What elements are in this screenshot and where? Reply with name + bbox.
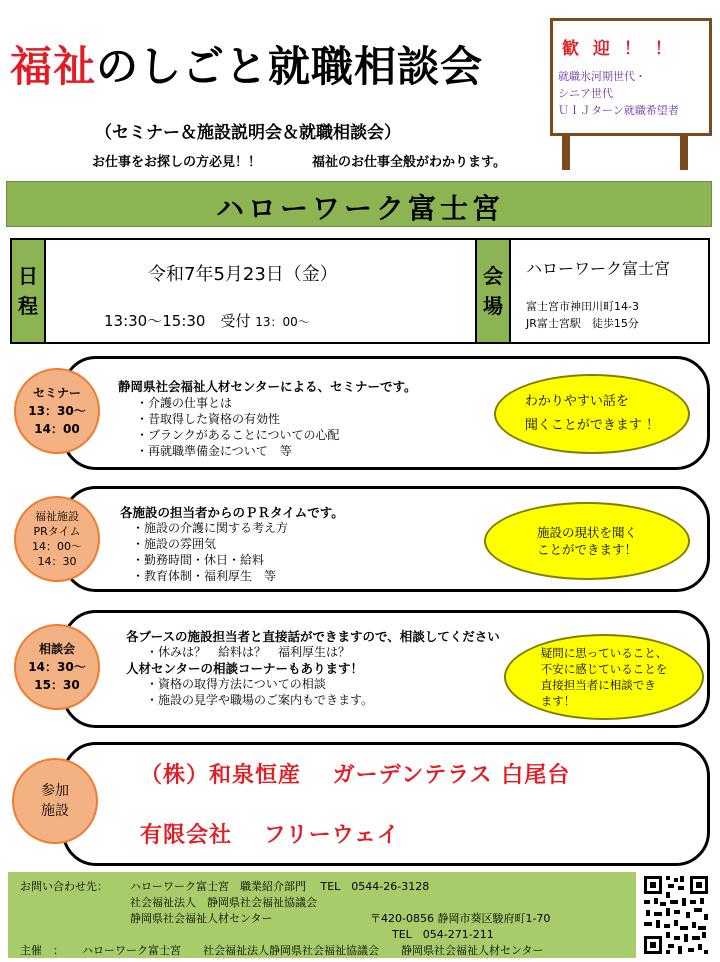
event-time	[104, 310, 310, 331]
event-date: 令和7年5月23日（金）	[148, 264, 338, 285]
venue-label-char: 場	[483, 294, 503, 318]
contact-line: 静岡県社会福祉人材センター	[130, 912, 273, 925]
circle-text: 15：30	[34, 678, 80, 692]
date-label-char: 日	[18, 264, 38, 288]
list-item: ・資格の取得方法についての相談	[146, 677, 326, 691]
circle-text: 相談会	[38, 642, 75, 656]
list-item: ・施設の介護に関する考え方	[132, 521, 289, 535]
qr-code-icon[interactable]	[640, 872, 712, 958]
circle-text: セミナー	[32, 386, 81, 400]
circle-text: 福祉施設	[35, 510, 79, 523]
host-text: ハローワーク富士宮 社会福祉法人静岡県社会福祉協議会 静岡県社会福祉人材センター	[82, 944, 544, 957]
contact-label: お問い合わせ先：	[20, 880, 108, 893]
circle-text: 14：00	[34, 422, 80, 436]
pr-time-bubble	[484, 502, 690, 580]
list-item: ・施設の見学や職場のご案内もできます。	[146, 693, 374, 707]
consultation-heading: 各ブースの施設担当者と直接話ができますので、相談してください	[126, 629, 500, 644]
list-item: ・休みは？ 給料は？ 福利厚生は？	[146, 645, 351, 659]
list-item: ・介護の仕事とは	[136, 396, 233, 410]
bubble-text: 聞くことができます ！	[524, 418, 660, 433]
venue-label-char: 会	[483, 264, 503, 288]
venue-label	[475, 240, 511, 342]
circle-text: 14：30	[37, 555, 77, 568]
circle-text: 13：30～	[28, 404, 86, 418]
sign-line: 就職氷河期世代・	[558, 70, 646, 83]
sign-title: 歓 迎 ！ ！	[562, 39, 676, 59]
circle-text: 14：00～	[32, 540, 82, 553]
tagline-right: 福祉のお仕事全般がわかります。	[312, 155, 506, 170]
seminar-heading: 静岡県社会福祉人材センターによる、セミナーです。	[118, 379, 417, 394]
host-label: 主催 ：	[20, 944, 64, 957]
consultation-bubble	[504, 634, 704, 720]
page-title	[10, 34, 483, 94]
list-item: ・施設の雰囲気	[132, 537, 217, 551]
participants-circle	[12, 758, 98, 844]
contact-line: ハローワーク富士宮 職業紹介部門 TEL 0544-26-3128	[130, 880, 430, 893]
subtitle: （セミナー＆施設説明会＆就職相談会）	[95, 123, 401, 143]
qr-code-graphic	[640, 872, 712, 958]
circle-text: 参加	[41, 783, 69, 799]
reception-time: 13：00～	[255, 315, 310, 329]
seminar-bubble	[494, 374, 690, 454]
list-item: ・昔取得した資格の有効性	[136, 412, 281, 426]
seminar-circle	[14, 368, 100, 454]
bubble-text: ます！	[540, 694, 576, 708]
sign-post-right	[680, 134, 688, 170]
list-item: ・勤務時間・休日・給料	[132, 553, 265, 567]
consultation-heading-2: 人材センターの相談コーナーもあります！	[126, 661, 364, 676]
bubble-text: 施設の現状を聞く	[536, 525, 637, 540]
venue-name: ハローワーク富士宮	[526, 259, 671, 278]
bubble-text: 不安に感じていることを	[540, 662, 668, 676]
title-text: のしごと就職相談会	[96, 42, 484, 91]
venue-access: JR富士宮駅 徒歩15分	[526, 317, 639, 330]
date-label-char: 程	[18, 294, 38, 318]
venue-address: 富士宮市神田川町14-3	[526, 300, 639, 313]
sign-line: シニア世代	[558, 87, 613, 100]
pr-time-heading: 各施設の担当者からのＰＲタイムです。	[120, 505, 344, 520]
bubble-text: 直接担当者に相談でき	[540, 678, 656, 692]
date-label	[12, 240, 46, 342]
list-item: ・ブランクがあることについての心配	[136, 428, 340, 442]
time-range: 13:30～15:30 受付	[104, 312, 251, 330]
bubble-text: ことができます！	[536, 542, 637, 557]
tagline-left: お仕事をお探しの方必見！！	[92, 155, 262, 170]
company-name: 有限会社 フリーウェイ	[140, 823, 400, 848]
contact-address: 〒420-0856 静岡市葵区駿府町1-70	[370, 912, 551, 925]
list-item: ・教育体制・福利厚生 等	[132, 569, 277, 583]
sign-post-left	[562, 134, 570, 170]
circle-text: 14：30～	[28, 660, 86, 674]
pr-time-circle	[14, 496, 100, 582]
company-name: （株）和泉恒産 ガーデンテラス 白尾台	[140, 763, 571, 788]
bubble-text: 疑問に思っていること、	[540, 646, 668, 660]
circle-text: 施設	[41, 803, 69, 819]
contact-line: 社会福祉法人 静岡県社会福祉協議会	[130, 896, 317, 909]
consultation-circle	[14, 624, 100, 710]
contact-tel: TEL 054-271-211	[392, 928, 494, 941]
banner-text: ハローワーク富士宮	[215, 192, 504, 225]
list-item: ・再就職準備金について 等	[136, 444, 292, 458]
sign-line: ＵＩＪターン就職希望者	[558, 104, 679, 117]
circle-text: PRタイム	[33, 525, 81, 538]
title-highlight: 福祉	[10, 42, 97, 91]
bubble-text: わかりやすい話を	[524, 394, 629, 409]
